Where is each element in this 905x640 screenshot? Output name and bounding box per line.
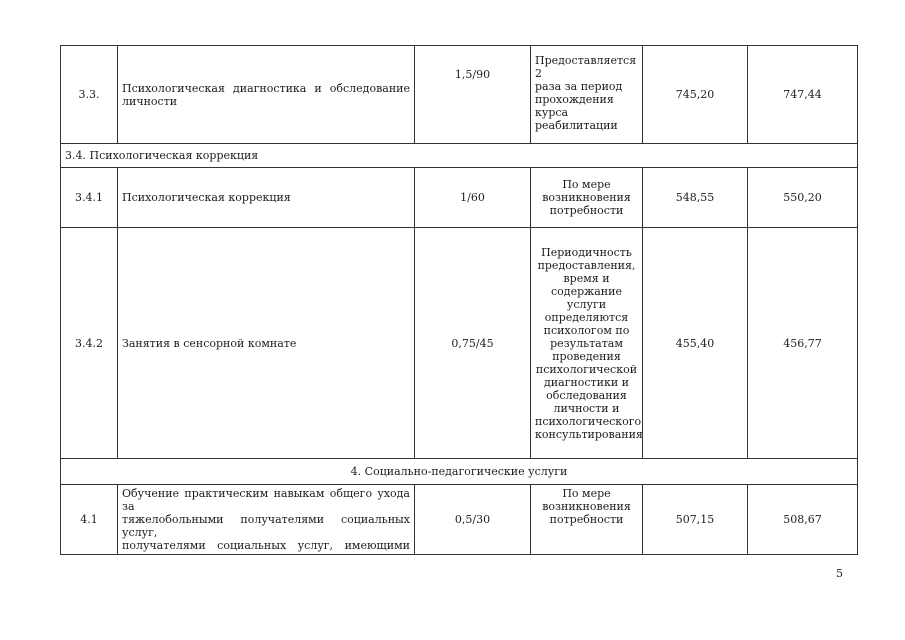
row-number: 4.1 xyxy=(61,485,118,555)
price-value-2: 747,44 xyxy=(748,46,858,144)
row-number: 3.4.1 xyxy=(61,168,118,228)
table-row xyxy=(61,168,858,228)
price-value-1: 507,15 xyxy=(643,485,748,555)
services-table xyxy=(60,45,858,555)
row-number: 3.4.2 xyxy=(61,228,118,459)
price-value-1: 455,40 xyxy=(643,228,748,459)
section-heading-row xyxy=(61,459,858,485)
page-number: 5 xyxy=(836,567,843,580)
service-periodicity: Периодичность предоставления, время и содержание услуги определяются психологом по результатам проведения психологической диагностики и обследования личности и психологического консультирования xyxy=(531,228,643,459)
service-periodicity: По мере возникновения потребности xyxy=(531,168,643,228)
service-name: Психологическая диагностика и обследование личности xyxy=(118,46,415,144)
section-title: 4. Социально-педагогические услуги xyxy=(61,459,858,485)
service-periodicity: Предоставляется 2 раза за период прохождения курса реабилитации xyxy=(531,46,643,144)
service-time: 0,75/45 xyxy=(415,228,531,459)
service-name: Обучение практическим навыкам общего ухода за тяжелобольными получателями социальных услуг, получателями социальных услуг, имеющими xyxy=(118,485,415,555)
price-value-2: 550,20 xyxy=(748,168,858,228)
service-name: Психологическая коррекция xyxy=(118,168,415,228)
price-value-2: 456,77 xyxy=(748,228,858,459)
row-number: 3.3. xyxy=(61,46,118,144)
table-row xyxy=(61,228,858,459)
section-title: 3.4. Психологическая коррекция xyxy=(61,144,858,168)
service-periodicity: По мере возникновения потребности xyxy=(531,485,643,555)
section-heading-row xyxy=(61,144,858,168)
table-row xyxy=(61,46,858,144)
table-row xyxy=(61,485,858,555)
price-value-1: 745,20 xyxy=(643,46,748,144)
service-time: 1/60 xyxy=(415,168,531,228)
price-value-1: 548,55 xyxy=(643,168,748,228)
service-name: Занятия в сенсорной комнате xyxy=(118,228,415,459)
service-time: 1,5/90 xyxy=(415,46,531,144)
price-value-2: 508,67 xyxy=(748,485,858,555)
service-time: 0,5/30 xyxy=(415,485,531,555)
